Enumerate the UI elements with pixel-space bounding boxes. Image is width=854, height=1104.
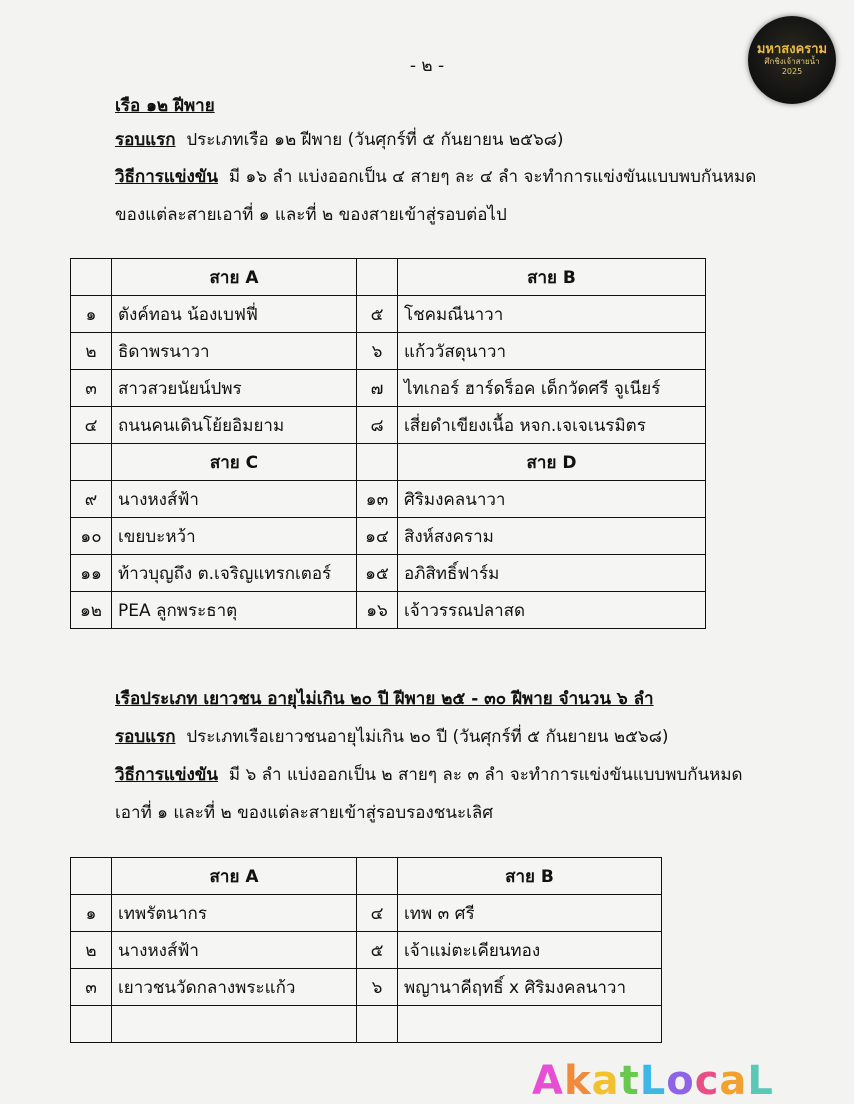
- boat-name: ศิริมงคลนาวา: [398, 481, 706, 518]
- table-row: [71, 592, 706, 629]
- seed-number: [71, 1006, 112, 1043]
- group-header: สาย A: [112, 858, 357, 895]
- section2-round-label: รอบแรก: [115, 727, 176, 747]
- seed-number: ๑: [71, 895, 112, 932]
- section1-round: [115, 126, 564, 153]
- section2-method-text: มี ๖ ลำ แบ่งออกเป็น ๒ สายๆ ละ ๓ ลำ จะทำการแข่งขันแบบพบกันหมด: [228, 765, 743, 785]
- section2-method-label: วิธีการแข่งขัน: [115, 765, 219, 785]
- seed-number: ๓: [71, 370, 112, 407]
- seed-number: ๑๖: [357, 592, 398, 629]
- boat-name: PEA ลูกพระธาตุ: [112, 592, 357, 629]
- boat-name: ถนนคนเดินโย้ยอิมยาม: [112, 407, 357, 444]
- logo-year: 2025: [781, 67, 803, 76]
- section2-method: [115, 761, 743, 788]
- seed-number: ๑๒: [71, 592, 112, 629]
- seed-number: ๓: [71, 969, 112, 1006]
- boat-name: พญานาคีฤทธิ์ x ศิริมงคลนาวา: [398, 969, 662, 1006]
- table-row: [71, 518, 706, 555]
- section2-bracket-table: [70, 857, 662, 1043]
- section1-bracket-table: [70, 258, 706, 629]
- seed-number: ๑๑: [71, 555, 112, 592]
- table-row: [71, 296, 706, 333]
- table-row: [71, 481, 706, 518]
- table-row: [71, 259, 706, 296]
- boat-name: เจ้าแม่ตะเคียนทอง: [398, 932, 662, 969]
- seed-number: ๙: [71, 481, 112, 518]
- seed-number: ๖: [357, 333, 398, 370]
- table-row: [71, 407, 706, 444]
- boat-name: ท้าวบุญถึง ต.เจริญแทรกเตอร์: [112, 555, 357, 592]
- logo-title: มหาสงคราม: [756, 42, 828, 57]
- seed-number: ๑: [71, 296, 112, 333]
- table-row: [71, 932, 662, 969]
- boat-name: เยาวชนวัดกลางพระแก้ว: [112, 969, 357, 1006]
- boat-name: ตังค์ทอน น้องเบฟฟี่: [112, 296, 357, 333]
- boat-name: เทพ ๓ ศรี: [398, 895, 662, 932]
- group-header: สาย B: [398, 259, 706, 296]
- seed-number: ๗: [357, 370, 398, 407]
- boat-name: สาวสวยนัยน์ปพร: [112, 370, 357, 407]
- boat-name: เทพรัตนากร: [112, 895, 357, 932]
- table-row: [71, 370, 706, 407]
- section1-method-text: มี ๑๖ ลำ แบ่งออกเป็น ๔ สายๆ ละ ๔ ลำ จะทำการแข่งขันแบบพบกันหมด: [228, 167, 757, 187]
- watermark-logo: AkatLocaL: [532, 1058, 774, 1104]
- boat-name: เสี่ยดำเขียงเนื้อ หจก.เจเจเนรมิตร: [398, 407, 706, 444]
- seed-number: ๑๓: [357, 481, 398, 518]
- boat-name: สิงห์สงคราม: [398, 518, 706, 555]
- section1-method-text2: ของแต่ละสายเอาที่ ๑ และที่ ๒ ของสายเข้าสู่รอบต่อไป: [115, 205, 507, 225]
- seed-number: ๔: [71, 407, 112, 444]
- section1-method-label: วิธีการแข่งขัน: [115, 167, 219, 187]
- boat-name: ธิดาพรนาวา: [112, 333, 357, 370]
- group-header: สาย C: [112, 444, 357, 481]
- table-row: [71, 1006, 662, 1043]
- table-row: [71, 858, 662, 895]
- boat-name: โชคมณีนาวา: [398, 296, 706, 333]
- page-number: - ๒ -: [409, 56, 445, 76]
- seed-number: ๘: [357, 407, 398, 444]
- section1-title: เรือ ๑๒ ฝีพาย: [115, 96, 215, 116]
- boat-name: แก้ววัสดุนาวา: [398, 333, 706, 370]
- section2-round-text: ประเภทเรือเยาวชนอายุไม่เกิน ๒๐ ปี (วันศุกร์ที่ ๕ กันยายน ๒๕๖๘): [186, 727, 669, 747]
- section2-method-text2: เอาที่ ๑ และที่ ๒ ของแต่ละสายเข้าสู่รอบรองชนะเลิศ: [115, 803, 494, 823]
- group-header: สาย A: [112, 259, 357, 296]
- seed-number: ๒: [71, 932, 112, 969]
- table-row: [71, 333, 706, 370]
- boat-name: อภิสิทธิ์ฟาร์ม: [398, 555, 706, 592]
- seed-number: ๑๐: [71, 518, 112, 555]
- table-row: [71, 444, 706, 481]
- table-row: [71, 555, 706, 592]
- seed-number: ๒: [71, 333, 112, 370]
- seed-number: ๑๔: [357, 518, 398, 555]
- seed-number: ๑๕: [357, 555, 398, 592]
- section1-round-label: รอบแรก: [115, 130, 176, 150]
- boat-name: ไทเกอร์ ฮาร์ดร็อค เด็กวัดศรี จูเนียร์: [398, 370, 706, 407]
- seed-number: ๕: [357, 296, 398, 333]
- seed-number: [357, 1006, 398, 1043]
- logo-subtitle: ศึกชิงเจ้าสายน้ำ: [764, 57, 820, 66]
- boat-name: นางหงส์ฟ้า: [112, 481, 357, 518]
- table-row: [71, 895, 662, 932]
- group-header: สาย D: [398, 444, 706, 481]
- section2-round: [115, 723, 668, 750]
- section1-round-text: ประเภทเรือ ๑๒ ฝีพาย (วันศุกร์ที่ ๕ กันยายน ๒๕๖๘): [186, 130, 564, 150]
- boat-name: [398, 1006, 662, 1043]
- group-header: สาย B: [398, 858, 662, 895]
- seed-number: ๖: [357, 969, 398, 1006]
- event-logo: [748, 16, 836, 104]
- boat-name: เจ้าวรรณปลาสด: [398, 592, 706, 629]
- seed-number: ๕: [357, 932, 398, 969]
- table-row: [71, 969, 662, 1006]
- boat-name: นางหงส์ฟ้า: [112, 932, 357, 969]
- section1-method: [115, 163, 756, 190]
- section2-title: เรือประเภท เยาวชน อายุไม่เกิน ๒๐ ปี ฝีพาย ๒๕ - ๓๐ ฝีพาย จำนวน ๖ ลำ: [115, 689, 654, 709]
- boat-name: [112, 1006, 357, 1043]
- boat-name: เขยบะหว้า: [112, 518, 357, 555]
- seed-number: ๔: [357, 895, 398, 932]
